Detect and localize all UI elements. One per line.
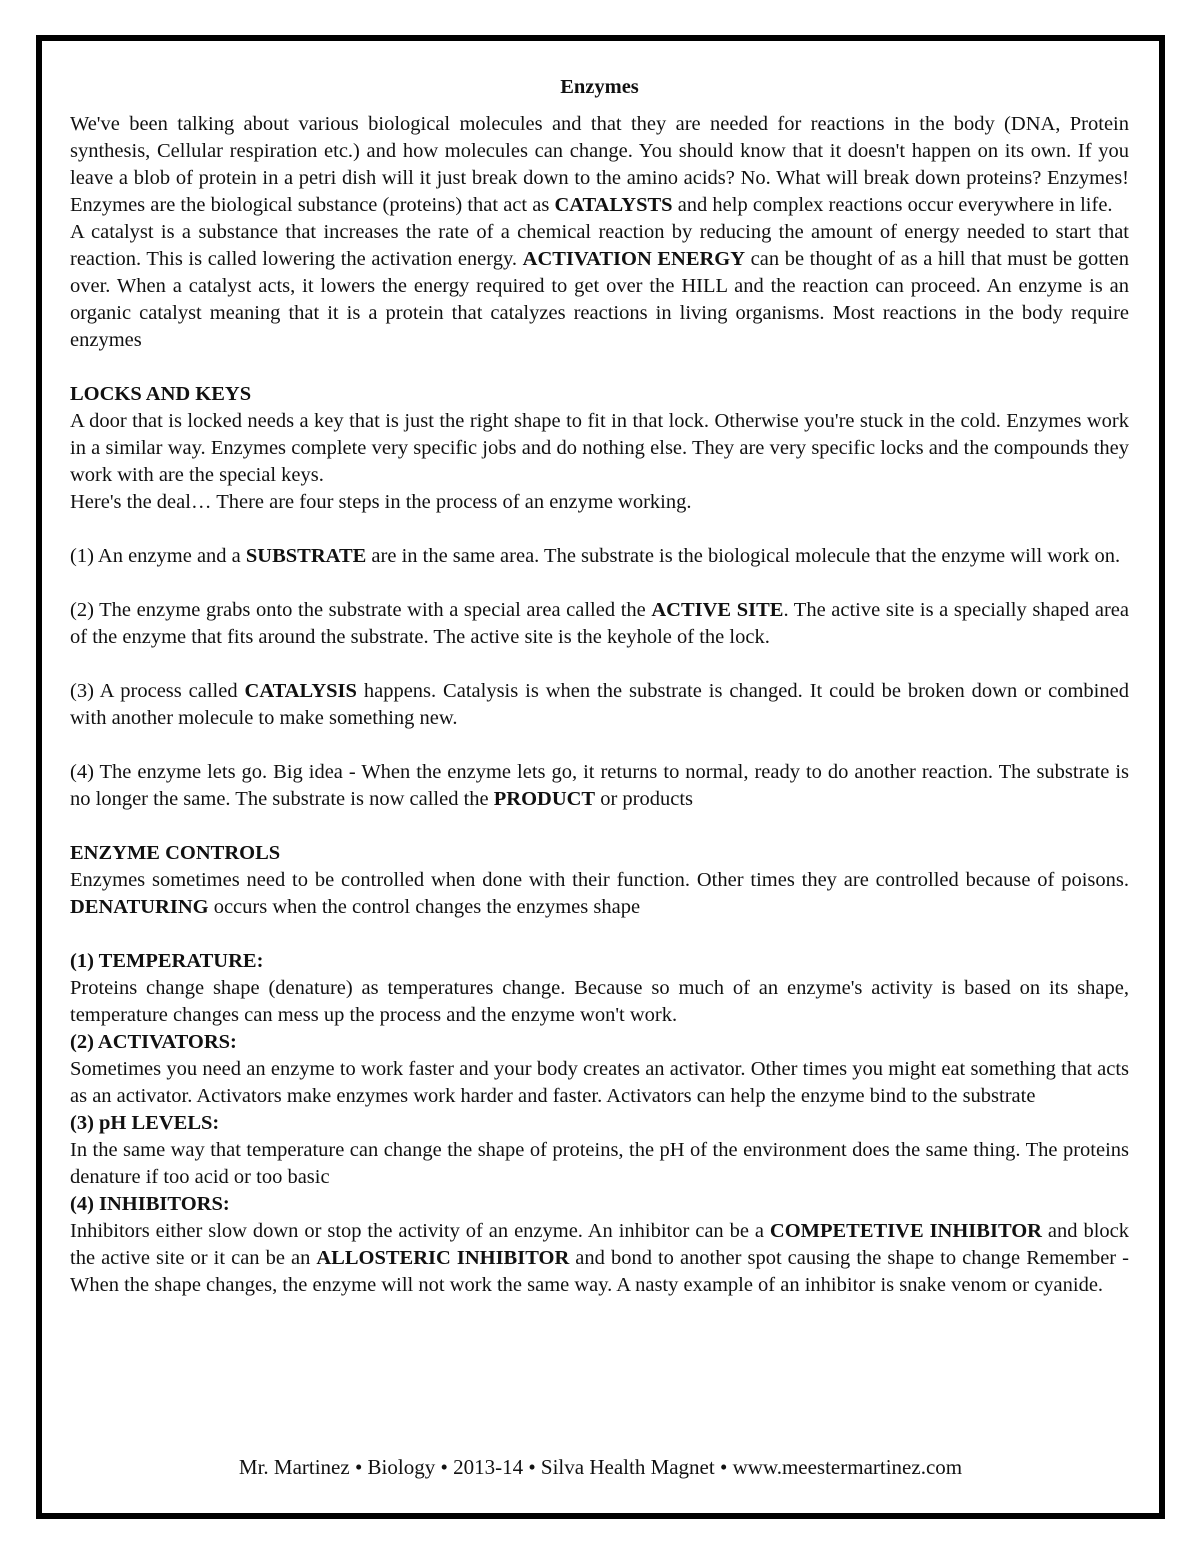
term-allosteric-inhibitor: ALLOSTERIC INHIBITOR xyxy=(316,1247,570,1269)
term-catalysts: CATALYSTS xyxy=(554,194,673,216)
locks-paragraph-1: A door that is locked needs a key that is just the right shape to fit in that lock. Otherwise you're stuck in the cold. Enzymes work in a similar way. Enzymes complete very specific jobs and do nothing else. They are very specific locks and the compounds they work with are the special keys. xyxy=(70,410,1129,486)
intro-paragraph-1 xyxy=(70,111,1129,219)
step-text: . The active site is a specially shaped area of the enzyme that fits around the substrate. The active site is the keyhole of the lock. xyxy=(70,599,1129,648)
term-activation-energy: ACTIVATION ENERGY xyxy=(522,248,746,270)
inhibitors-text-part: Inhibitors either slow down or stop the activity of an enzyme. An inhibitor can be a xyxy=(70,1220,770,1242)
step-text: (1) An enzyme and a xyxy=(70,545,246,567)
term-active-site: ACTIVE SITE xyxy=(651,599,784,621)
page-title: Enzymes xyxy=(560,76,639,98)
intro-paragraph-2 xyxy=(70,219,1129,354)
step-2 xyxy=(70,597,1129,651)
section-heading-locks: LOCKS AND KEYS xyxy=(70,383,252,405)
activators-text: Sometimes you need an enzyme to work faster and your body creates an activator. Other times you might eat something that acts as an activator. Activators make enzymes work harder and faster. Activators can help the enzyme bind to the substrate xyxy=(70,1058,1129,1107)
subheading-ph-levels: (3) pH LEVELS: xyxy=(70,1112,220,1134)
controls-paragraph xyxy=(70,867,1129,921)
subheading-inhibitors: (4) INHIBITORS: xyxy=(70,1193,230,1215)
step-text: (2) The enzyme grabs onto the substrate with a special area called the xyxy=(70,599,652,621)
subheading-temperature: (1) TEMPERATURE: xyxy=(70,950,264,972)
ph-levels-text: In the same way that temperature can change the shape of proteins, the pH of the environment does the same thing. The proteins denature if too acid or too basic xyxy=(70,1139,1129,1188)
inhibitors-text xyxy=(70,1218,1129,1299)
inhibitors-text-part: and block the active site or it can be an xyxy=(70,1220,1129,1269)
intro-text: can be thought of as a hill that must be gotten over. When a catalyst acts, it lowers the energy required to get over the HILL and the reaction can proceed. An enzyme is an organic catalyst meaning that it is a protein that catalyzes reactions in living organisms. Most reactions in the body require enzymes xyxy=(70,248,1129,351)
subheading-activators: (2) ACTIVATORS: xyxy=(70,1031,237,1053)
term-catalysis: CATALYSIS xyxy=(244,680,357,702)
inhibitors-text-part: and bond to another spot causing the shape to change Remember - When the shape changes, the enzyme will not work the same way. A nasty example of an inhibitor is snake venom or cyanide. xyxy=(70,1247,1129,1296)
controls-text: Enzymes sometimes need to be controlled when done with their function. Other times they are controlled because of poisons. xyxy=(70,869,1129,891)
step-text: are in the same area. The substrate is the biological molecule that the enzyme will work on. xyxy=(366,545,1121,567)
intro-text: and help complex reactions occur everywhere in life. xyxy=(672,194,1113,216)
document-body xyxy=(70,70,1129,1299)
step-3 xyxy=(70,678,1129,732)
step-text: (3) A process called xyxy=(70,680,245,702)
controls-text: occurs when the control changes the enzymes shape xyxy=(208,896,641,918)
page-footer: Mr. Martinez • Biology • 2013-14 • Silva Health Magnet • www.meestermartinez.com xyxy=(238,1455,963,1479)
step-text: or products xyxy=(595,788,694,810)
step-text: (4) The enzyme lets go. Big idea - When the enzyme lets go, it returns to normal, ready to do another reaction. The substrate is no longer the same. The substrate is now called the xyxy=(70,761,1129,810)
step-text: happens. Catalysis is when the substrate is changed. It could be broken down or combined with another molecule to make something new. xyxy=(70,680,1129,729)
temperature-text: Proteins change shape (denature) as temperatures change. Because so much of an enzyme's activity is based on its shape, temperature changes can mess up the process and the enzyme won't work. xyxy=(70,977,1129,1026)
step-4 xyxy=(70,759,1129,813)
section-heading-controls: ENZYME CONTROLS xyxy=(70,842,281,864)
term-competitive-inhibitor: COMPETETIVE INHIBITOR xyxy=(769,1220,1042,1242)
locks-paragraph-2: Here's the deal… There are four steps in the process of an enzyme working. xyxy=(70,491,692,513)
intro-text: We've been talking about various biological molecules and that they are needed for reactions in the body (DNA, Protein synthesis, Cellular respiration etc.) and how molecules can change. You should know that it doesn't happen on its own. If you leave a blob of protein in a petri dish will it just break down to the amino acids? No. What will break down proteins? Enzymes! Enzymes are the biological substance (proteins) that act as xyxy=(70,113,1129,216)
step-1 xyxy=(70,543,1129,570)
term-denaturing: DENATURING xyxy=(70,896,209,918)
intro-text: A catalyst is a substance that increases the rate of a chemical reaction by reducing the amount of energy needed to start that reaction. This is called lowering the activation energy. xyxy=(70,221,1129,270)
term-substrate: SUBSTRATE xyxy=(245,545,367,567)
term-product: PRODUCT xyxy=(493,788,596,810)
